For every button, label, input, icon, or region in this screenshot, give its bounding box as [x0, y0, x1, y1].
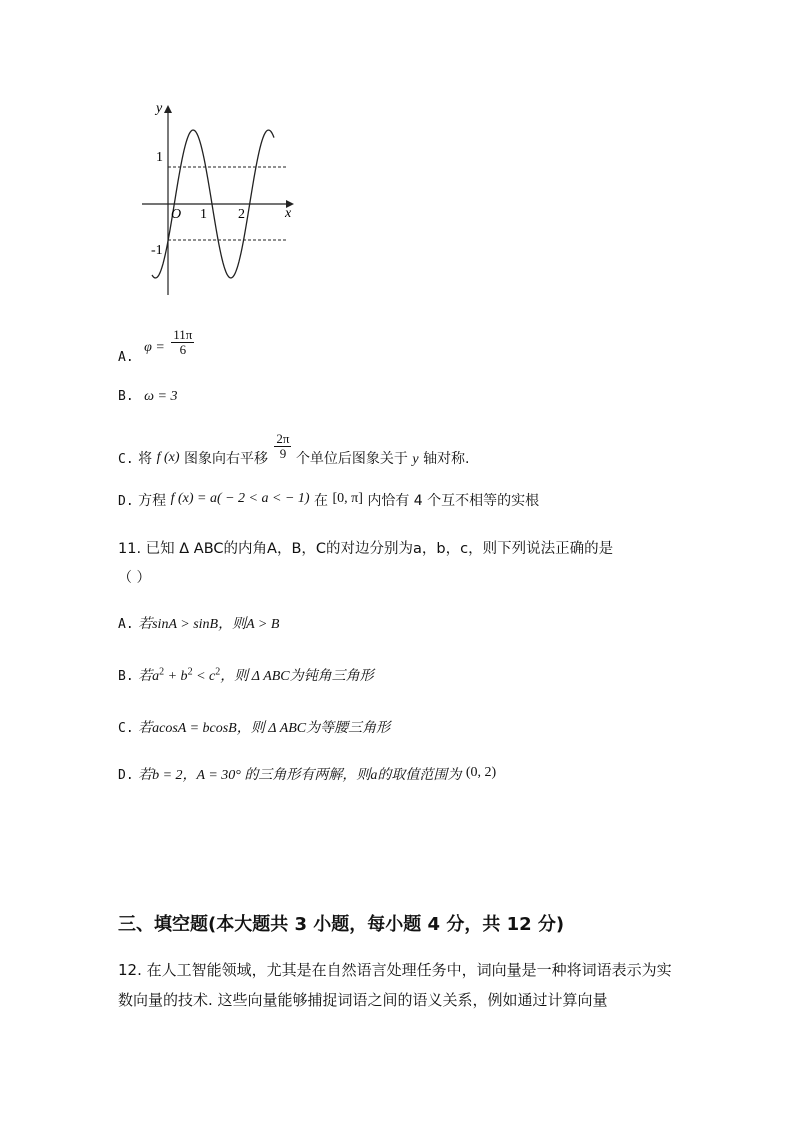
- q11-paren: （ ）: [118, 570, 151, 586]
- ineq-mid2: < c: [192, 669, 216, 684]
- option-label: A.: [118, 617, 134, 632]
- option-d-mid: 在: [314, 493, 329, 509]
- tick-x2-label: 2: [238, 207, 245, 222]
- ineq-post: ，则 Δ ABC为钝角三角形: [220, 669, 374, 684]
- sup-a: 2: [159, 666, 165, 678]
- option-label: A.: [118, 349, 134, 365]
- option-label: D.: [118, 768, 134, 783]
- shift-numerator: 2π: [276, 431, 290, 446]
- shift-fraction: [274, 432, 291, 461]
- q10-option-d: [118, 490, 539, 510]
- q11-option-a: [118, 613, 279, 633]
- option-label: C.: [118, 721, 134, 736]
- option-label: B.: [118, 669, 134, 684]
- q11-option-c: [118, 717, 390, 737]
- sine-graph: [130, 95, 310, 305]
- origin-label: O: [171, 207, 182, 222]
- q10-option-a: [118, 327, 194, 365]
- option-label: C.: [118, 451, 134, 467]
- option-c-mid: 图象向右平移: [183, 450, 268, 467]
- option-a-text: 若sinA > sinB，则A > B: [138, 617, 280, 632]
- q11-stem: 11. 已知 Δ ABC的内角A，B，C的对边分别为a，b，c，则下列说法正确的是: [118, 541, 614, 557]
- option-d-pre: 方程: [138, 493, 167, 509]
- sup-b: 2: [187, 666, 193, 678]
- option-d-text: 若b = 2，A = 30° 的三角形有两解，则a的取值范围为: [138, 768, 462, 783]
- interval-text: [0, π]: [332, 491, 363, 506]
- option-c-post1: 个单位后图象关于: [295, 450, 408, 467]
- tick-yneg1-label: -1: [151, 243, 163, 258]
- q12-text: 12. 在人工智能领域，尤其是在自然语言处理任务中，词向量是一种将词语表示为实数向量的技术. 这些向量能够捕捉词语之间的语义关系，例如通过计算向量: [118, 961, 672, 1009]
- option-d-post: 内恰有 4 个互不相等的实根: [367, 493, 540, 509]
- x-axis-label: x: [285, 206, 292, 221]
- option-c-post2: 轴对称.: [423, 450, 470, 467]
- tick-y1-label: 1: [156, 150, 163, 165]
- ineq-pre: 若a: [138, 669, 160, 684]
- option-label: B.: [118, 389, 134, 404]
- phi-fraction: [171, 328, 194, 357]
- y-axis-label: y: [156, 101, 163, 116]
- section-title: 三、填空题(本大题共 3 小题，每小题 4 分，共 12 分): [118, 914, 565, 935]
- q10-option-b: [118, 388, 177, 405]
- phi-numerator: 11π: [173, 327, 193, 342]
- ineq-mid1: + b: [164, 669, 188, 684]
- equation-text: f (x) = a( − 2 < a < − 1): [170, 491, 310, 506]
- range-text: (0, 2): [465, 765, 497, 780]
- sup-c: 2: [215, 666, 221, 678]
- option-c-pre: 将: [138, 450, 153, 467]
- y-var: y: [412, 451, 419, 467]
- q11-option-b: [118, 665, 374, 685]
- omega-text: ω = 3: [144, 389, 178, 404]
- q11-option-d: [118, 764, 496, 784]
- option-label: D.: [118, 494, 134, 509]
- phi-lhs: φ =: [144, 339, 165, 355]
- y-axis-arrow: [164, 105, 172, 113]
- shift-denominator: 9: [279, 446, 287, 461]
- option-c-text: 若acosA = bcosB，则 Δ ABC为等腰三角形: [138, 721, 391, 736]
- fx-text: f (x): [156, 449, 180, 465]
- q10-option-c: [118, 428, 470, 467]
- tick-x1-label: 1: [200, 207, 207, 222]
- phi-denominator: 6: [179, 342, 187, 357]
